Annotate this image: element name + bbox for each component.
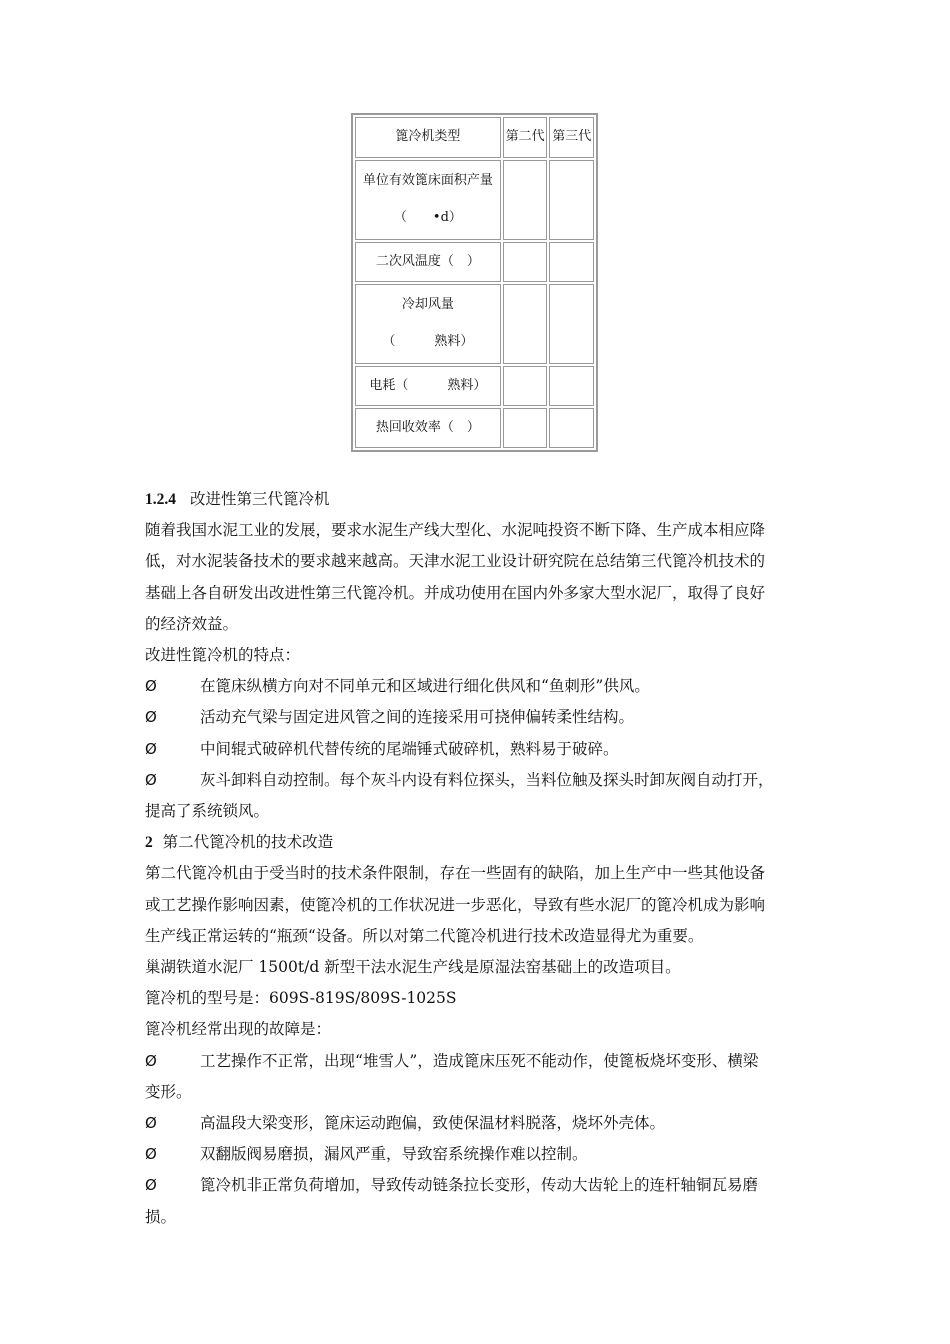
table-header-type: 篦冷机类型: [355, 117, 501, 158]
comparison-table-frame: [351, 113, 598, 452]
document-body: [145, 484, 815, 1233]
list-item: [145, 702, 815, 733]
paragraph-line: 或工艺操作影响因素，使篦冷机的工作状况进一步恶化，导致有些水泥厂的篦冷机成为影响: [145, 895, 766, 914]
row-label-text: 单位有效篦床面积产量: [362, 173, 493, 189]
bullet-marker: Ø: [145, 1176, 157, 1195]
section-number: 2: [145, 834, 153, 852]
table-cell-empty: [549, 366, 594, 406]
table-row-label: 热回收效率（ ）: [355, 408, 501, 448]
list-item: [145, 734, 815, 765]
list-item-continuation: 提高了系统锁风。: [145, 802, 270, 821]
list-item-text: 篦冷机非正常负荷增加，导致传动链条拉长变形，传动大齿轮上的连杆轴铜瓦易磨: [200, 1176, 759, 1195]
table-row-label: [355, 284, 501, 364]
section-title: 第二代篦冷机的技术改造: [162, 833, 334, 852]
list-item: [145, 671, 815, 702]
bullet-marker: Ø: [145, 677, 157, 696]
list-item-text: 工艺操作不正常，出现“堆雪人”，造成篦床压死不能动作，使篦板烧坏变形、横梁: [200, 1051, 759, 1070]
list-item-continuation: 损。: [145, 1207, 177, 1226]
table-row: [355, 242, 594, 282]
list-item-text: 高温段大梁变形，篦床运动跑偏，致使保温材料脱落，烧坏外壳体。: [200, 1114, 666, 1133]
cooler-comparison-table: [353, 115, 596, 450]
table-cell-empty: [503, 160, 548, 240]
section-number: 1.2.4: [145, 491, 176, 508]
table-cell-empty: [549, 408, 594, 448]
bullet-marker: Ø: [145, 770, 157, 789]
list-item: [145, 1139, 815, 1170]
table-cell-empty: [503, 284, 548, 364]
project-line: 巢湖铁道水泥厂 1500t/d 新型干法水泥生产线是原湿法窑基础上的改造项目。: [145, 958, 681, 977]
table-header-gen3: 第三代: [549, 117, 594, 158]
paragraph-line: 的经济效益。: [145, 614, 239, 633]
table-cell-empty: [503, 366, 548, 406]
paragraph-line: 低，对水泥装备技术的要求越来越高。天津水泥工业设计研究院在总结第三代篦冷机技术的: [145, 552, 766, 571]
table-row-label: [355, 160, 501, 240]
features-intro: 改进性篦冷机的特点：: [145, 646, 301, 665]
list-item: [145, 1046, 815, 1077]
table-header-row: [355, 117, 594, 158]
faults-intro: 篦冷机经常出现的故障是：: [145, 1020, 332, 1039]
list-item: [145, 765, 815, 796]
bullet-marker: Ø: [145, 1114, 157, 1133]
list-item-text: 灰斗卸料自动控制。每个灰斗内设有料位探头，当料位触及探头时卸灰阀自动打开，: [200, 770, 774, 789]
paragraph-line: 第二代篦冷机由于受当时的技术条件限制，存在一些固有的缺陷，加上生产中一些其他设备: [145, 864, 766, 883]
list-item: [145, 1170, 815, 1201]
table-cell-empty: [549, 284, 594, 364]
paragraph-line: 基础上各自研发出改进性第三代篦冷机。并成功使用在国内外多家大型水泥厂，取得了良好: [145, 583, 766, 602]
row-unit-text: （ 熟料）: [382, 334, 474, 349]
table-row: [355, 160, 594, 240]
bullet-marker: Ø: [145, 739, 157, 758]
list-item: [145, 1108, 815, 1139]
paragraph-line: 随着我国水泥工业的发展，要求水泥生产线大型化、水泥吨投资不断下降、生产成本相应降: [145, 521, 766, 540]
table-row-label: 二次风温度（ ）: [355, 242, 501, 282]
list-item-text: 活动充气梁与固定进风管之间的连接采用可挠伸偏转柔性结构。: [200, 708, 635, 727]
table-cell-empty: [503, 242, 548, 282]
table-row-label: 电耗（ 熟料）: [355, 366, 501, 406]
section-title: 改进性第三代篦冷机: [190, 490, 330, 508]
row-label-text: 冷却风量: [401, 297, 454, 313]
table-header-gen2: 第二代: [503, 117, 548, 158]
bullet-marker: Ø: [145, 708, 157, 727]
table-row: [355, 284, 594, 364]
bullet-marker: Ø: [145, 1145, 157, 1164]
paragraph-line: 生产线正常运转的“瓶颈“设备。所以对第二代篦冷机进行技术改造显得尤为重要。: [145, 926, 704, 945]
table-cell-empty: [549, 242, 594, 282]
row-unit-text: （ •d）: [393, 210, 462, 225]
table-row: [355, 366, 594, 406]
list-item-text: 中间辊式破碎机代替传统的尾端锤式破碎机，熟料易于破碎。: [200, 739, 619, 758]
table-cell-empty: [503, 408, 548, 448]
section-heading-2: [145, 827, 815, 858]
bullet-marker: Ø: [145, 1051, 157, 1070]
table-cell-empty: [549, 160, 594, 240]
model-line: 篦冷机的型号是：609S-819S/809S-1025S: [145, 989, 457, 1008]
list-item-text: 在篦床纵横方向对不同单元和区域进行细化供风和“鱼刺形”供风。: [200, 677, 650, 696]
list-item-text: 双翻版阀易磨损，漏风严重，导致窑系统操作难以控制。: [200, 1145, 588, 1164]
section-heading-1-2-4: [145, 484, 815, 515]
list-item-continuation: 变形。: [145, 1082, 192, 1101]
table-row: [355, 408, 594, 448]
